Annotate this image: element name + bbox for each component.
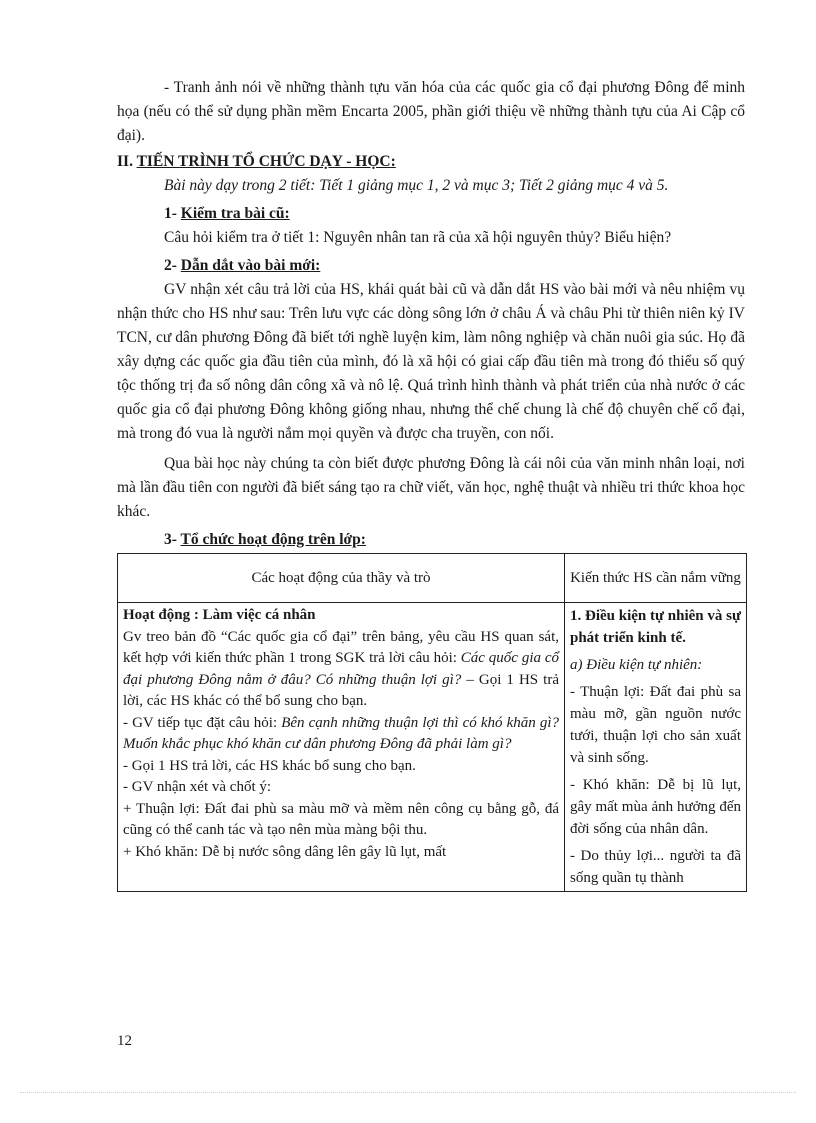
table-header-row	[118, 554, 747, 603]
lesson-note: Bài này dạy trong 2 tiết: Tiết 1 giảng mục 1, 2 và mục 3; Tiết 2 giảng mục 4 và 5.	[164, 177, 669, 194]
activity-question-1	[123, 627, 559, 713]
part2-title: Dẫn dắt vào bài mới:	[180, 257, 321, 274]
part1-number: 1-	[164, 205, 177, 222]
knowledge-difficulty: - Khó khăn: Dễ bị lũ lụt, gây mất mùa ảnh hưởng đến đời sống của nhân dân.	[570, 777, 741, 837]
part2-paragraph-1: GV nhận xét câu trả lời của HS, khái quát bài cũ và dẫn dắt HS vào bài mới và nêu nhiệm vụ nhận thức cho HS như sau: Trên lưu vực các dòng sông lớn ở châu Á và châu Phi từ thiên niên kỷ IV TCN, cư dân phương Đông đã biết tới nghề luyện kim, làm nông nghiệp và chăn nuôi gia súc. Họ đã xây dựng các quốc gia đầu tiên của mình, đó là xã hội có giai cấp đầu tiên mà trong đó thiểu số quý tộc thống trị đa số nông dân công xã và nô lệ. Quá trình hình thành và phát triển của nhà nước ở các quốc gia cổ đại phương Đông không giống nhau, nhưng thể chế chung là chế độ chuyên chế cổ đại, mà trong đó vua là người nắm mọi quyền và được cha truyền, con nối.	[117, 281, 745, 442]
part1-title: Kiểm tra bài cũ:	[180, 205, 290, 222]
part1-heading	[164, 202, 745, 226]
section-title: TIẾN TRÌNH TỔ CHỨC DẠY - HỌC:	[136, 153, 396, 170]
part3-title: Tổ chức hoạt động trên lớp:	[180, 531, 366, 548]
section-number: II.	[117, 153, 133, 170]
activity-conclude: - GV nhận xét và chốt ý:	[123, 779, 272, 795]
document-page	[117, 76, 745, 892]
activity-call: - Gọi 1 HS trả lời, các HS khác bổ sung cho bạn.	[123, 757, 416, 774]
header-activities: Các hoạt động của thầy và trò	[118, 554, 565, 603]
page-bottom-divider	[20, 1092, 796, 1093]
page-number: 12	[117, 1033, 132, 1049]
question-1-italic: Các quốc gia cổ đại phương Đông nằm ở đâu? Có những thuận lợi gì?	[123, 650, 559, 688]
section-heading	[117, 150, 745, 174]
question-2-before: - GV tiếp tục đặt câu hỏi:	[123, 714, 282, 731]
activity-advantage: + Thuận lợi: Đất đai phù sa màu mỡ và mềm nên công cụ bằng gỗ, đá cũng có thể canh tác và tạo nên mùa màng bội thu.	[123, 800, 559, 838]
part2-heading	[164, 254, 745, 278]
part1-text: Câu hỏi kiểm tra ở tiết 1: Nguyên nhân tan rã của xã hội nguyên thủy? Biểu hiện?	[164, 229, 672, 246]
knowledge-subheading: a) Điều kiện tự nhiên:	[570, 657, 703, 673]
activities-cell	[118, 603, 565, 892]
activity-line-1: Gv treo bản đồ “Các quốc gia cổ đại” trên bảng, yêu cầu HS quan sát, kết hợp với kiến thức phần 1 trong SGK trả lời câu hỏi:	[123, 628, 559, 666]
knowledge-cell	[565, 603, 747, 892]
table-row	[118, 603, 747, 892]
intro-paragraph: - Tranh ảnh nói về những thành tựu văn hóa của các quốc gia cổ đại phương Đông để minh họa (nếu có thể sử dụng phần mềm Encarta 2005, phần giới thiệu về những thành tựu của Ai Cập cổ đại).	[117, 79, 745, 144]
activity-difficulty: + Khó khăn: Dễ bị nước sông dâng lên gây lũ lụt, mất	[123, 843, 447, 860]
part2-number: 2-	[164, 257, 177, 274]
question-2-italic: Bên cạnh những thuận lợi thì có khó khăn gì? Muốn khắc phục khó khăn cư dân phương Đông đã phải làm gì?	[123, 714, 559, 752]
part3-heading	[164, 528, 745, 552]
activity-question-2	[123, 713, 559, 756]
knowledge-advantage: - Thuận lợi: Đất đai phù sa màu mỡ, gần nguồn nước tưới, thuận lợi cho sản xuất và sinh sống.	[570, 684, 741, 766]
knowledge-heading: 1. Điều kiện tự nhiên và sự phát triển kinh tế.	[570, 608, 741, 646]
header-knowledge: Kiến thức HS cần nắm vững	[565, 554, 747, 603]
part2-paragraph-2: Qua bài học này chúng ta còn biết được phương Đông là cái nôi của văn minh nhân loại, nơi mà lần đầu tiên con người đã biết sáng tạo ra chữ viết, văn học, nghệ thuật và nhiều tri thức khoa học khác.	[117, 455, 745, 520]
activity-table	[117, 553, 747, 892]
part3-number: 3-	[164, 531, 177, 548]
activity-title: Hoạt động : Làm việc cá nhân	[123, 607, 316, 623]
knowledge-irrigation: - Do thủy lợi... người ta đã sống quần tụ thành	[570, 848, 741, 886]
question-1-after: – Gọi 1 HS trả lời, các HS khác có thể bổ sung cho bạn.	[123, 671, 559, 709]
